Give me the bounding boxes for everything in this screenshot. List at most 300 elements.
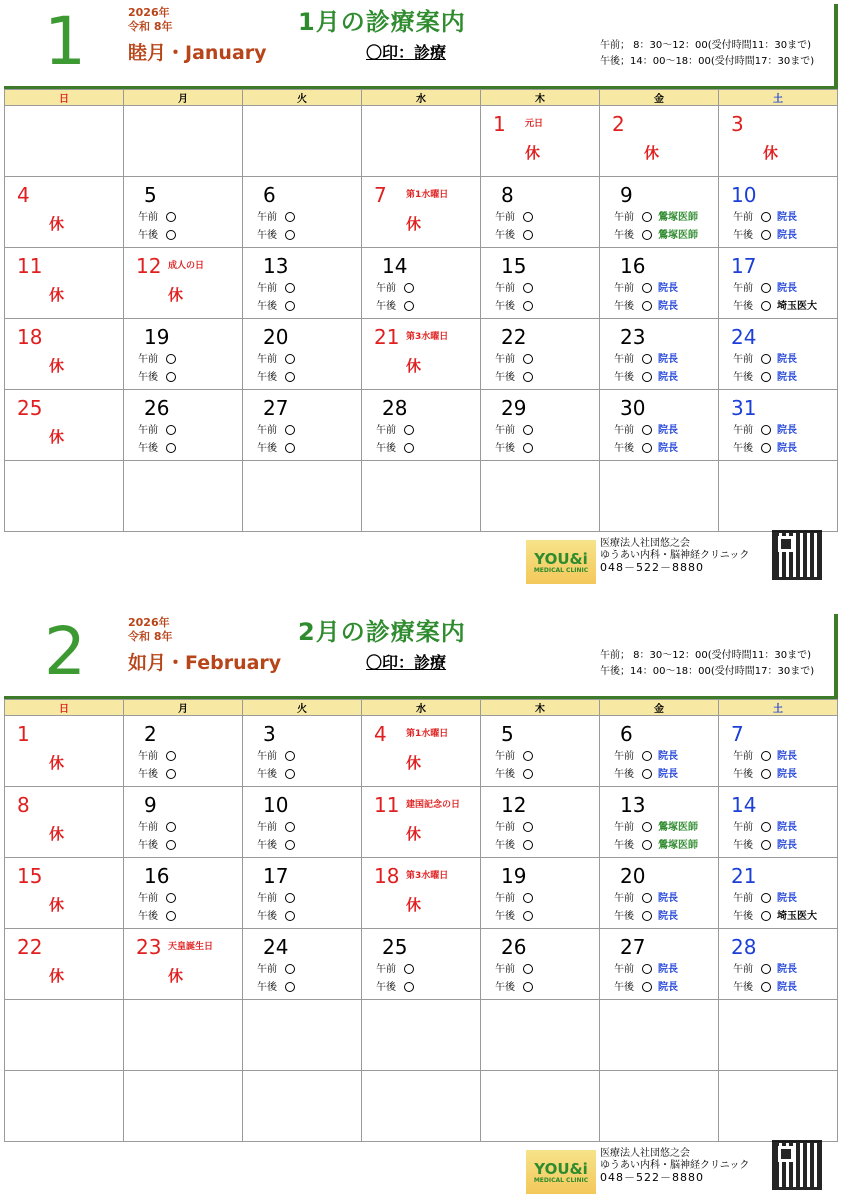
day-number: 24: [263, 935, 289, 959]
day-cell: [362, 106, 481, 177]
day-number: 18: [17, 325, 43, 349]
session-label: 午後: [257, 911, 277, 922]
day-cell: [5, 177, 124, 248]
closed-label: 休: [406, 215, 422, 233]
open-circle-icon: [642, 443, 652, 453]
doctor-label: 院長: [658, 751, 678, 762]
holiday-note: 元日: [525, 119, 544, 129]
day-number: 17: [731, 254, 757, 278]
open-circle-icon: [523, 964, 533, 974]
hours-am: 午前； 8：30～12：00(受付時間11：30まで): [600, 40, 811, 51]
week-row: [5, 1071, 838, 1142]
hours-pm: 午後；14：00～18：00(受付時間17：30まで): [600, 56, 815, 67]
session-label: 午前: [376, 425, 396, 436]
week-row: [5, 787, 838, 858]
closed-label: 休: [525, 144, 541, 162]
am-session: [614, 353, 678, 367]
session-label: 午前: [733, 212, 753, 223]
session-label: 午前: [733, 425, 753, 436]
am-session: [733, 282, 797, 296]
day-cell: [362, 390, 481, 461]
pm-session: [733, 981, 797, 995]
pm-session: [733, 839, 797, 853]
open-circle-icon: [285, 443, 295, 453]
day-cell: [600, 319, 719, 390]
day-cell: [243, 390, 362, 461]
day-number: 12: [501, 793, 527, 817]
open-circle-icon: [166, 822, 176, 832]
day-cell: [362, 716, 481, 787]
session-label: 午後: [257, 301, 277, 312]
open-circle-icon: [166, 212, 176, 222]
day-cell: [719, 390, 838, 461]
day-number: 17: [263, 864, 289, 888]
open-circle-icon: [523, 840, 533, 850]
month-header: [0, 0, 843, 92]
day-cell: [481, 716, 600, 787]
day-cell: [719, 461, 838, 532]
session-label: 午前: [614, 212, 634, 223]
clinic-name: ゆうあい内科・脳神経クリニック: [600, 1160, 750, 1171]
day-number: 1: [17, 722, 30, 746]
am-session: [257, 892, 301, 906]
am-session: [257, 211, 301, 225]
day-cell: [362, 177, 481, 248]
day-number: 11: [17, 254, 43, 278]
am-session: [733, 211, 797, 225]
session-label: 午後: [614, 301, 634, 312]
hours-info: [600, 38, 814, 70]
open-circle-icon: [285, 982, 295, 992]
session-label: 午後: [733, 982, 753, 993]
session-label: 午前: [614, 822, 634, 833]
open-circle-icon: [285, 769, 295, 779]
open-circle-icon: [166, 911, 176, 921]
am-session: [138, 211, 182, 225]
day-number: 13: [620, 793, 646, 817]
open-circle-icon: [523, 301, 533, 311]
day-cell: [600, 1000, 719, 1071]
pm-session: [138, 910, 182, 924]
closed-label: 休: [49, 754, 65, 772]
day-number: 3: [731, 112, 744, 136]
month-number: 1: [44, 3, 86, 80]
closed-label: 休: [406, 825, 422, 843]
session-label: 午後: [495, 982, 515, 993]
pm-session: [495, 910, 539, 924]
pm-session: [138, 229, 182, 243]
open-circle-icon: [523, 769, 533, 779]
am-session: [138, 424, 182, 438]
day-number: 8: [17, 793, 30, 817]
clinic-corp: 医療法人社団悠之会: [600, 538, 690, 549]
session-label: 午後: [614, 840, 634, 851]
day-cell: [124, 177, 243, 248]
open-circle-icon: [642, 301, 652, 311]
qr-code-icon[interactable]: [772, 1140, 822, 1190]
doctor-label: 院長: [658, 301, 678, 312]
legend: 〇印：診療: [366, 653, 447, 672]
am-session: [495, 821, 539, 835]
am-session: [733, 424, 797, 438]
closed-label: 休: [406, 357, 422, 375]
day-number: 19: [501, 864, 527, 888]
day-cell: [481, 1000, 600, 1071]
pm-session: [138, 442, 182, 456]
day-number: 14: [731, 793, 757, 817]
session-label: 午前: [495, 354, 515, 365]
pm-session: [733, 768, 797, 782]
open-circle-icon: [642, 964, 652, 974]
day-number: 28: [382, 396, 408, 420]
am-session: [257, 750, 301, 764]
open-circle-icon: [523, 212, 533, 222]
pm-session: [257, 910, 301, 924]
open-circle-icon: [523, 230, 533, 240]
open-circle-icon: [642, 982, 652, 992]
day-cell: [719, 858, 838, 929]
open-circle-icon: [166, 230, 176, 240]
closed-label: 休: [49, 357, 65, 375]
open-circle-icon: [761, 443, 771, 453]
week-row: [5, 106, 838, 177]
day-cell: [243, 929, 362, 1000]
am-session: [376, 424, 420, 438]
day-number: 21: [731, 864, 757, 888]
day-cell: [124, 1000, 243, 1071]
session-label: 午後: [138, 230, 158, 241]
day-cell: [243, 1000, 362, 1071]
closed-label: 休: [406, 896, 422, 914]
session-label: 午前: [138, 893, 158, 904]
day-number: 16: [620, 254, 646, 278]
calendar-grid: [4, 699, 838, 1142]
day-number: 6: [263, 183, 276, 207]
day-cell: [600, 1071, 719, 1142]
day-number: 9: [144, 793, 157, 817]
day-cell: [481, 248, 600, 319]
week-row: [5, 390, 838, 461]
weekday-header: 金: [600, 90, 719, 106]
qr-code-icon[interactable]: [772, 530, 822, 580]
session-label: 午後: [614, 982, 634, 993]
session-label: 午前: [257, 964, 277, 975]
am-session: [614, 424, 678, 438]
holiday-note: 第3水曜日: [406, 332, 449, 342]
session-label: 午前: [614, 964, 634, 975]
pm-session: [138, 768, 182, 782]
day-number: 2: [612, 112, 625, 136]
day-number: 27: [263, 396, 289, 420]
hours-am: 午前； 8：30～12：00(受付時間11：30まで): [600, 650, 811, 661]
year-label: 2026年: [128, 616, 170, 629]
session-label: 午後: [138, 372, 158, 383]
session-label: 午後: [495, 443, 515, 454]
doctor-label: 院長: [777, 230, 797, 241]
weekday-header: 土: [719, 90, 838, 106]
doctor-label: 院長: [658, 354, 678, 365]
day-cell: [362, 248, 481, 319]
open-circle-icon: [285, 372, 295, 382]
open-circle-icon: [166, 425, 176, 435]
session-label: 午前: [614, 893, 634, 904]
session-label: 午前: [614, 751, 634, 762]
am-session: [495, 424, 539, 438]
day-cell: [481, 929, 600, 1000]
open-circle-icon: [761, 751, 771, 761]
session-label: 午後: [495, 372, 515, 383]
pm-session: [495, 229, 539, 243]
open-circle-icon: [761, 982, 771, 992]
day-number: 6: [620, 722, 633, 746]
closed-label: 休: [168, 286, 184, 304]
year-label: 2026年: [128, 6, 170, 19]
weekday-header: 土: [719, 700, 838, 716]
day-cell: [5, 1000, 124, 1071]
session-label: 午後: [614, 230, 634, 241]
weekday-header: 火: [243, 700, 362, 716]
session-label: 午後: [495, 230, 515, 241]
pm-session: [257, 371, 301, 385]
pm-session: [733, 910, 817, 924]
open-circle-icon: [761, 212, 771, 222]
header-vertical-rule: [834, 4, 838, 89]
open-circle-icon: [523, 354, 533, 364]
am-session: [495, 963, 539, 977]
doctor-label: 院長: [658, 982, 678, 993]
day-number: 15: [501, 254, 527, 278]
day-cell: [243, 319, 362, 390]
pm-session: [733, 229, 797, 243]
session-label: 午後: [733, 372, 753, 383]
open-circle-icon: [642, 893, 652, 903]
session-label: 午後: [138, 840, 158, 851]
doctor-label: 院長: [777, 212, 797, 223]
session-label: 午後: [257, 982, 277, 993]
am-session: [138, 353, 182, 367]
open-circle-icon: [523, 425, 533, 435]
holiday-note: 建国記念の日: [406, 800, 461, 810]
day-number: 14: [382, 254, 408, 278]
open-circle-icon: [166, 372, 176, 382]
session-label: 午後: [495, 911, 515, 922]
day-cell: [5, 787, 124, 858]
day-cell: [124, 390, 243, 461]
session-label: 午前: [495, 893, 515, 904]
open-circle-icon: [404, 301, 414, 311]
am-session: [733, 963, 797, 977]
session-label: 午後: [733, 443, 753, 454]
session-label: 午前: [257, 822, 277, 833]
day-cell: [362, 929, 481, 1000]
day-cell: [719, 248, 838, 319]
open-circle-icon: [523, 822, 533, 832]
day-cell: [243, 787, 362, 858]
pm-session: [614, 442, 678, 456]
open-circle-icon: [642, 425, 652, 435]
am-session: [733, 892, 797, 906]
session-label: 午前: [614, 354, 634, 365]
am-session: [138, 892, 182, 906]
open-circle-icon: [642, 354, 652, 364]
open-circle-icon: [166, 893, 176, 903]
pm-session: [733, 442, 797, 456]
doctor-label: 院長: [777, 372, 797, 383]
open-circle-icon: [642, 283, 652, 293]
open-circle-icon: [285, 964, 295, 974]
am-session: [614, 892, 678, 906]
session-label: 午前: [257, 751, 277, 762]
open-circle-icon: [285, 822, 295, 832]
weekday-header: 水: [362, 700, 481, 716]
session-label: 午前: [376, 964, 396, 975]
era-label: 令和 8年: [128, 630, 173, 643]
weekday-header: 月: [124, 90, 243, 106]
day-cell: [5, 319, 124, 390]
doctor-label: 院長: [777, 354, 797, 365]
doctor-label: 院長: [777, 822, 797, 833]
day-cell: [243, 461, 362, 532]
day-number: 5: [144, 183, 157, 207]
day-cell: [600, 716, 719, 787]
doctor-label: 鶯塚医師: [658, 822, 698, 833]
weekday-header: 金: [600, 700, 719, 716]
pm-session: [138, 839, 182, 853]
day-cell: [243, 248, 362, 319]
doctor-label: 院長: [658, 283, 678, 294]
week-row: [5, 929, 838, 1000]
day-cell: [600, 461, 719, 532]
open-circle-icon: [166, 840, 176, 850]
day-cell: [243, 1071, 362, 1142]
open-circle-icon: [761, 964, 771, 974]
day-cell: [5, 461, 124, 532]
day-number: 13: [263, 254, 289, 278]
session-label: 午後: [138, 769, 158, 780]
day-cell: [719, 716, 838, 787]
clinic-footer: [0, 1148, 843, 1200]
day-cell: [124, 716, 243, 787]
day-cell: [124, 248, 243, 319]
open-circle-icon: [285, 354, 295, 364]
day-cell: [719, 1071, 838, 1142]
open-circle-icon: [761, 425, 771, 435]
session-label: 午前: [376, 283, 396, 294]
day-cell: [719, 319, 838, 390]
doctor-label: 院長: [658, 893, 678, 904]
open-circle-icon: [761, 822, 771, 832]
closed-label: 休: [644, 144, 660, 162]
day-number: 30: [620, 396, 646, 420]
am-session: [733, 353, 797, 367]
day-cell: [5, 1071, 124, 1142]
doctor-label: 院長: [777, 443, 797, 454]
day-cell: [243, 858, 362, 929]
open-circle-icon: [285, 230, 295, 240]
pm-session: [495, 981, 539, 995]
day-number: 8: [501, 183, 514, 207]
doctor-label: 院長: [777, 893, 797, 904]
doctor-label: 院長: [658, 769, 678, 780]
day-number: 4: [17, 183, 30, 207]
holiday-note: 天皇誕生日: [168, 942, 214, 952]
day-number: 22: [501, 325, 527, 349]
pm-session: [614, 300, 678, 314]
open-circle-icon: [404, 425, 414, 435]
session-label: 午後: [614, 372, 634, 383]
pm-session: [733, 371, 797, 385]
day-cell: [243, 106, 362, 177]
session-label: 午前: [495, 751, 515, 762]
day-cell: [124, 929, 243, 1000]
session-label: 午後: [376, 301, 396, 312]
open-circle-icon: [761, 840, 771, 850]
session-label: 午後: [138, 443, 158, 454]
session-label: 午前: [138, 822, 158, 833]
day-cell: [481, 787, 600, 858]
pm-session: [376, 300, 420, 314]
day-cell: [5, 248, 124, 319]
am-session: [257, 282, 301, 296]
clinic-tel: 048－522－8880: [600, 1171, 704, 1184]
day-cell: [362, 319, 481, 390]
pm-session: [376, 442, 420, 456]
open-circle-icon: [761, 769, 771, 779]
session-label: 午前: [733, 822, 753, 833]
day-cell: [124, 319, 243, 390]
day-cell: [124, 858, 243, 929]
session-label: 午前: [495, 283, 515, 294]
pm-session: [376, 981, 420, 995]
session-label: 午後: [733, 301, 753, 312]
pm-session: [495, 371, 539, 385]
open-circle-icon: [285, 212, 295, 222]
pm-session: [614, 910, 678, 924]
open-circle-icon: [523, 911, 533, 921]
clinic-info: [600, 1148, 749, 1184]
day-number: 19: [144, 325, 170, 349]
day-number: 23: [136, 935, 162, 959]
session-label: 午後: [495, 840, 515, 851]
pm-session: [733, 300, 817, 314]
open-circle-icon: [285, 840, 295, 850]
session-label: 午後: [257, 769, 277, 780]
open-circle-icon: [642, 751, 652, 761]
pm-session: [257, 229, 301, 243]
day-number: 28: [731, 935, 757, 959]
week-row: [5, 1000, 838, 1071]
open-circle-icon: [642, 911, 652, 921]
day-cell: [362, 787, 481, 858]
pm-session: [495, 839, 539, 853]
doctor-label: 院長: [777, 425, 797, 436]
doctor-label: 院長: [658, 443, 678, 454]
day-cell: [481, 319, 600, 390]
week-row: [5, 461, 838, 532]
session-label: 午後: [614, 769, 634, 780]
doctor-label: 鶯塚医師: [658, 230, 698, 241]
day-cell: [481, 390, 600, 461]
doctor-label: 院長: [658, 911, 678, 922]
doctor-label: 院長: [777, 840, 797, 851]
weekday-header: 木: [481, 90, 600, 106]
session-label: 午前: [733, 751, 753, 762]
page-title: 2月の診療案内: [298, 618, 466, 646]
day-cell: [719, 177, 838, 248]
clinic-tel: 048－522－8880: [600, 561, 704, 574]
month-header: [0, 610, 843, 702]
day-cell: [481, 177, 600, 248]
